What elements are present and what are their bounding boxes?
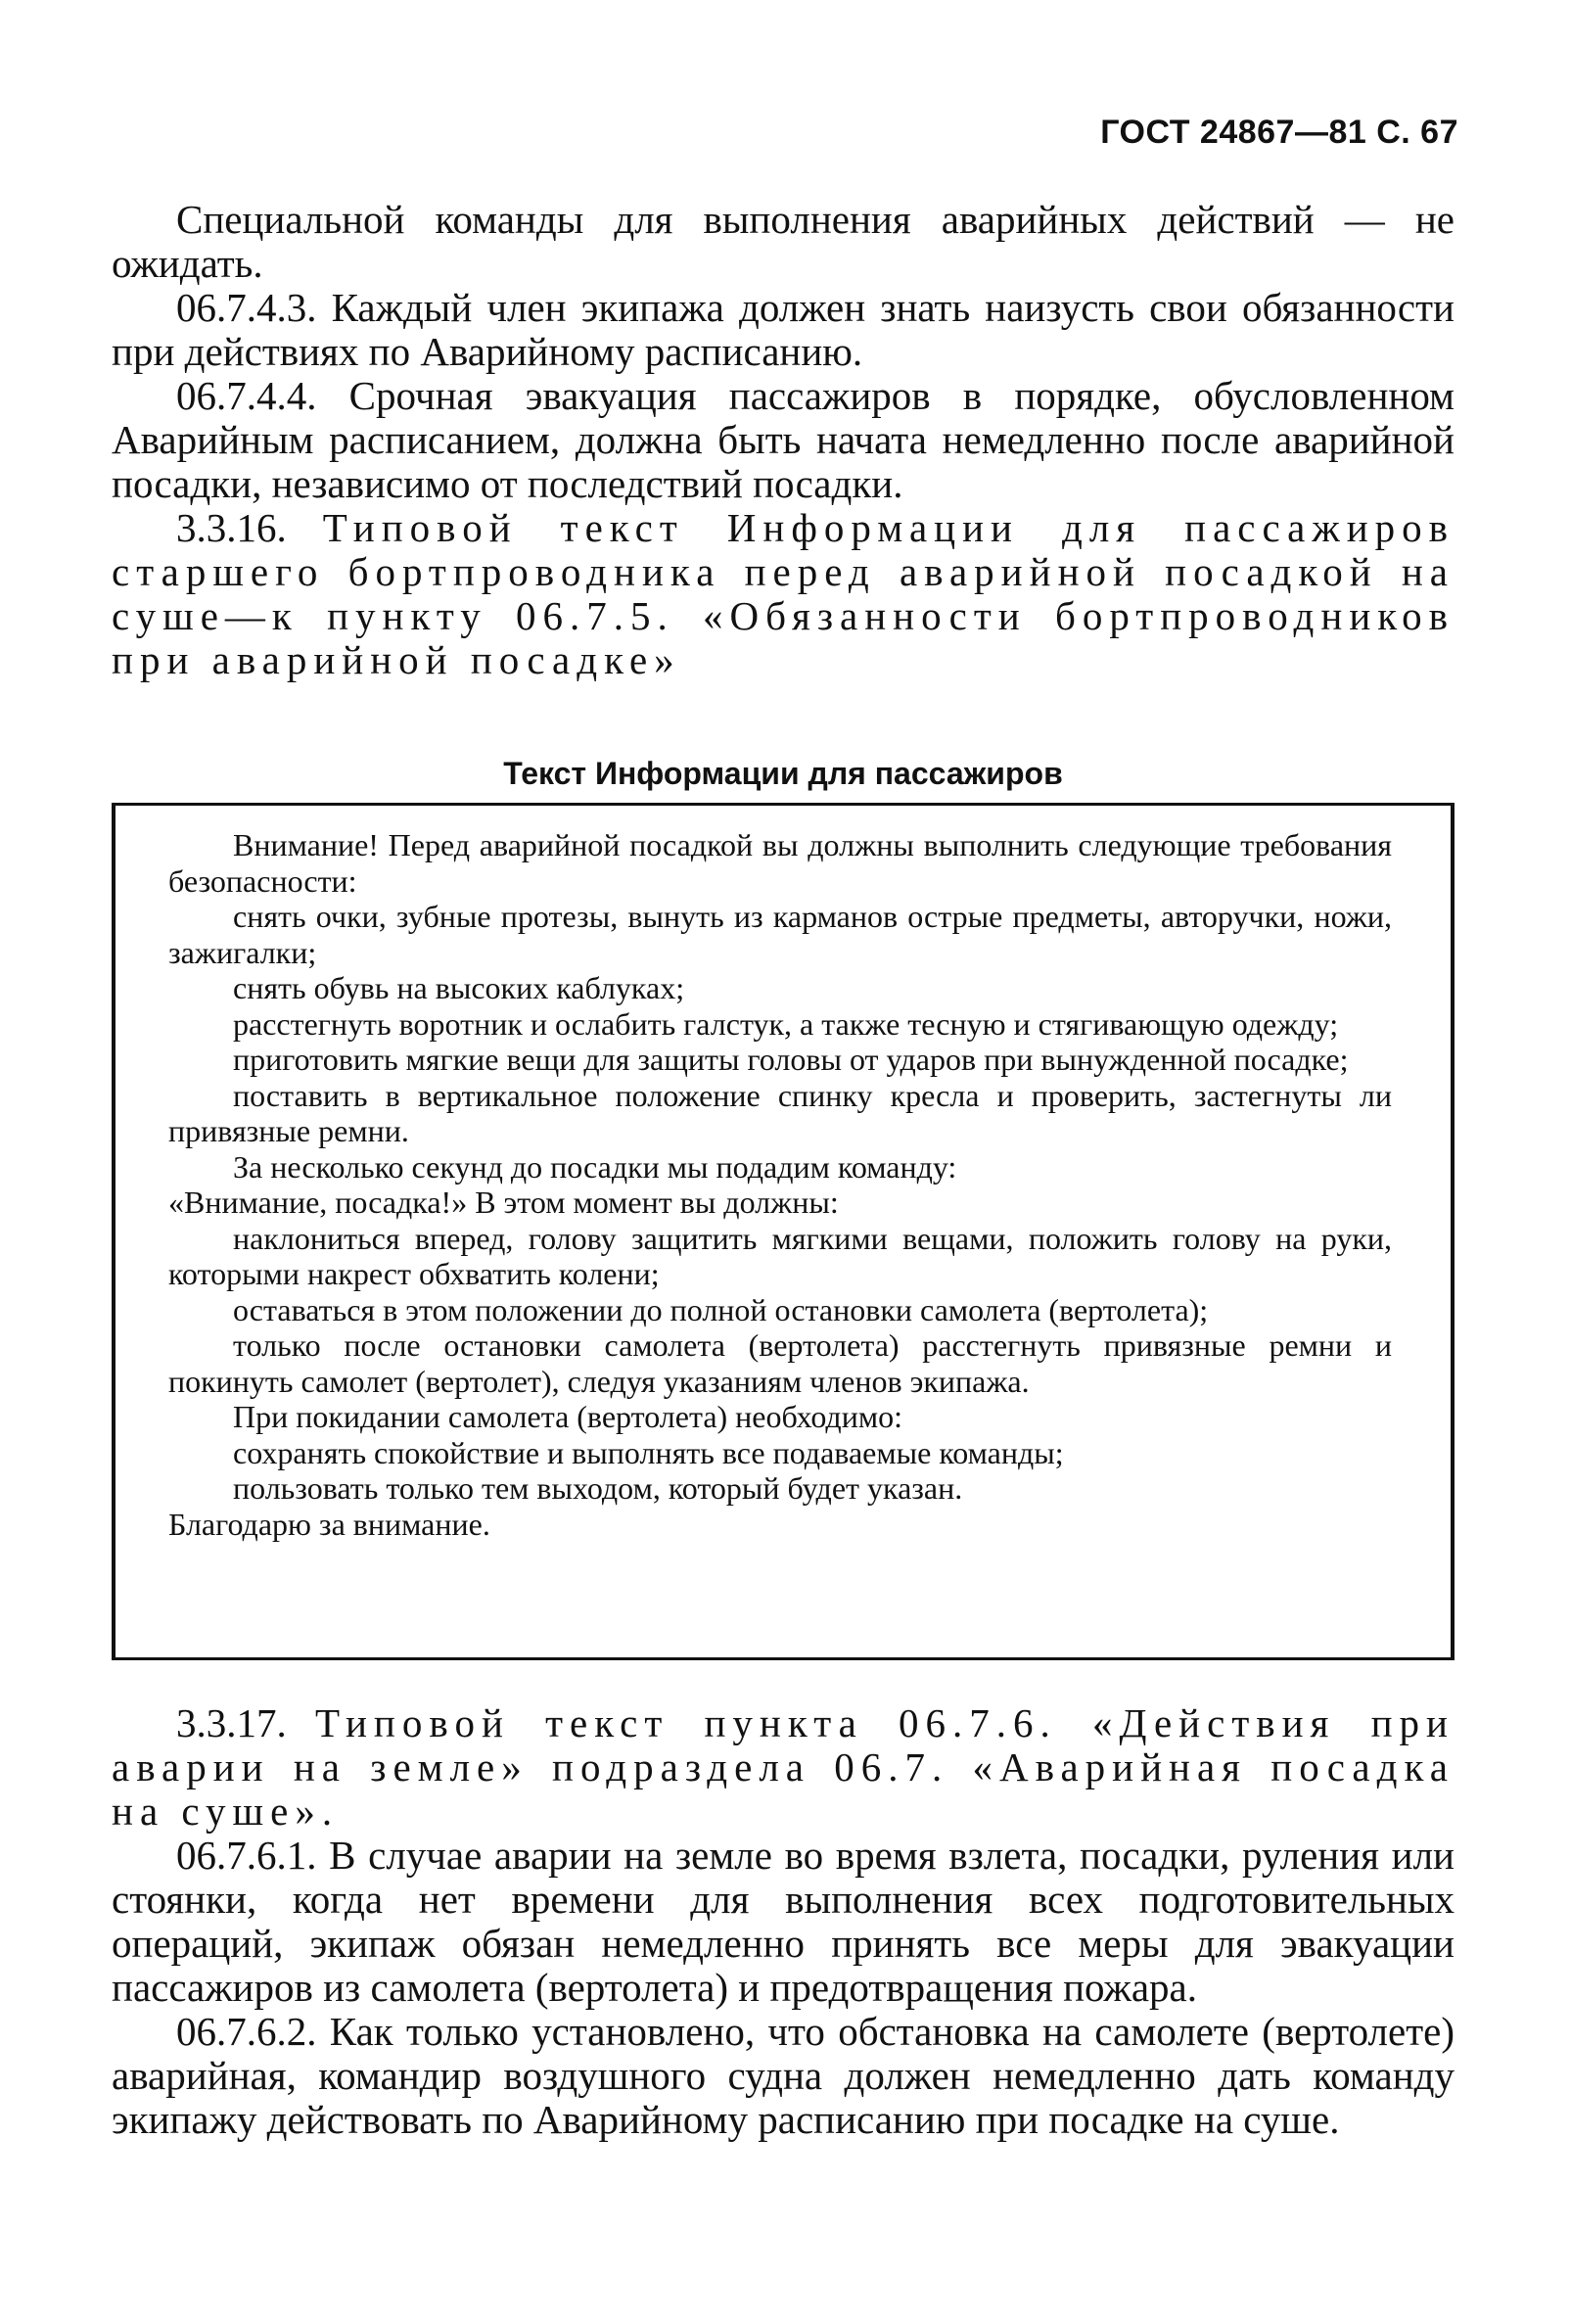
- section-title: Типовой текст пункта 06.7.6. «Действия при аварии на земле» подраздела 06.7. «Аварийная посадка на суше».: [112, 1700, 1455, 1834]
- info-line: приготовить мягкие вещи для защиты головы от ударов при вынужденной посадке;: [233, 1042, 1349, 1077]
- info-line: сохранять спокойствие и выполнять все подаваемые команды;: [233, 1434, 1064, 1470]
- info-box: [112, 803, 1455, 1660]
- paragraph: 06.7.4.4. Срочная эвакуация пассажиров в порядке, обусловленном Аварийным расписанием, должна быть начата немедленно после аварийной посадки, независимо от последствий посадки.: [112, 373, 1455, 506]
- info-line: оставаться в этом положении до полной остановки самолета (вертолета);: [233, 1291, 1209, 1327]
- top-text-block: [112, 198, 1455, 682]
- page-header: ГОСТ 24867—81 С. 67: [1100, 114, 1458, 151]
- section-heading-3-3-17: [112, 1701, 1455, 1834]
- info-line: снять обувь на высоких каблуках;: [233, 970, 685, 1005]
- section-heading-3-3-16: [112, 506, 1455, 682]
- bottom-text-block: [112, 1701, 1455, 2142]
- info-line: «Внимание, посадка!» В этом момент вы должны:: [168, 1185, 839, 1220]
- paragraph: 06.7.4.3. Каждый член экипажа должен знать наизусть свои обязанности при действиях по Аварийному расписанию.: [112, 285, 1455, 374]
- info-line: Внимание! Перед аварийной посадкой вы должны выполнить следующие требования безопасности:: [168, 827, 1392, 899]
- paragraph: 06.7.6.1. В случае аварии на земле во время взлета, посадки, руления или стоянки, когда нет времени для выполнения всех подготовительных операций, экипаж обязан немедленно принять все меры для эвакуации пассажиров из самолета (вертолета) и предотвращения пожара.: [112, 1833, 1455, 2010]
- info-box-content: [168, 827, 1392, 1542]
- paragraph: 06.7.6.2. Как только установлено, что обстановка на самолете (вертолете) аварийная, командир воздушного судна должен немедленно дать команду экипажу действовать по Аварийному расписанию при посадке на суше.: [112, 2009, 1455, 2142]
- section-number: 3.3.17.: [176, 1700, 287, 1745]
- info-line: расстегнуть воротник и ослабить галстук, а также тесную и стягивающую одежду;: [233, 1005, 1339, 1042]
- info-box-title: Текст Информации для пассажиров: [503, 756, 1063, 791]
- info-line: При покидании самолета (вертолета) необходимо:: [233, 1399, 902, 1434]
- info-line: Благодарю за внимание.: [168, 1506, 490, 1542]
- info-line: поставить в вертикальное положение спинку кресла и проверить, застегнуты ли привязные ремни.: [168, 1077, 1392, 1148]
- info-line: наклониться вперед, голову защитить мягкими вещами, положить голову на руки, которыми накрест обхватить колени;: [168, 1220, 1392, 1291]
- section-title: Типовой текст Информации для пассажиров старшего бортпроводника перед аварийной посадкой на суше—к пункту 06.7.5. «Обязанности бортпроводников при аварийной посадке»: [112, 505, 1455, 682]
- info-line: только после остановки самолета (вертолета) расстегнуть привязные ремни и покинуть самолет (вертолет), следуя указаниям членов экипажа.: [168, 1327, 1392, 1399]
- info-line: пользовать только тем выходом, который будет указан.: [233, 1470, 963, 1506]
- section-number: 3.3.16.: [176, 505, 287, 550]
- info-line: За несколько секунд до посадки мы подадим команду:: [233, 1148, 957, 1185]
- paragraph: Специальной команды для выполнения аварийных действий — не ожидать.: [112, 197, 1455, 286]
- info-line: снять очки, зубные протезы, вынуть из карманов острые предметы, авторучки, ножи, зажигалки;: [168, 899, 1392, 970]
